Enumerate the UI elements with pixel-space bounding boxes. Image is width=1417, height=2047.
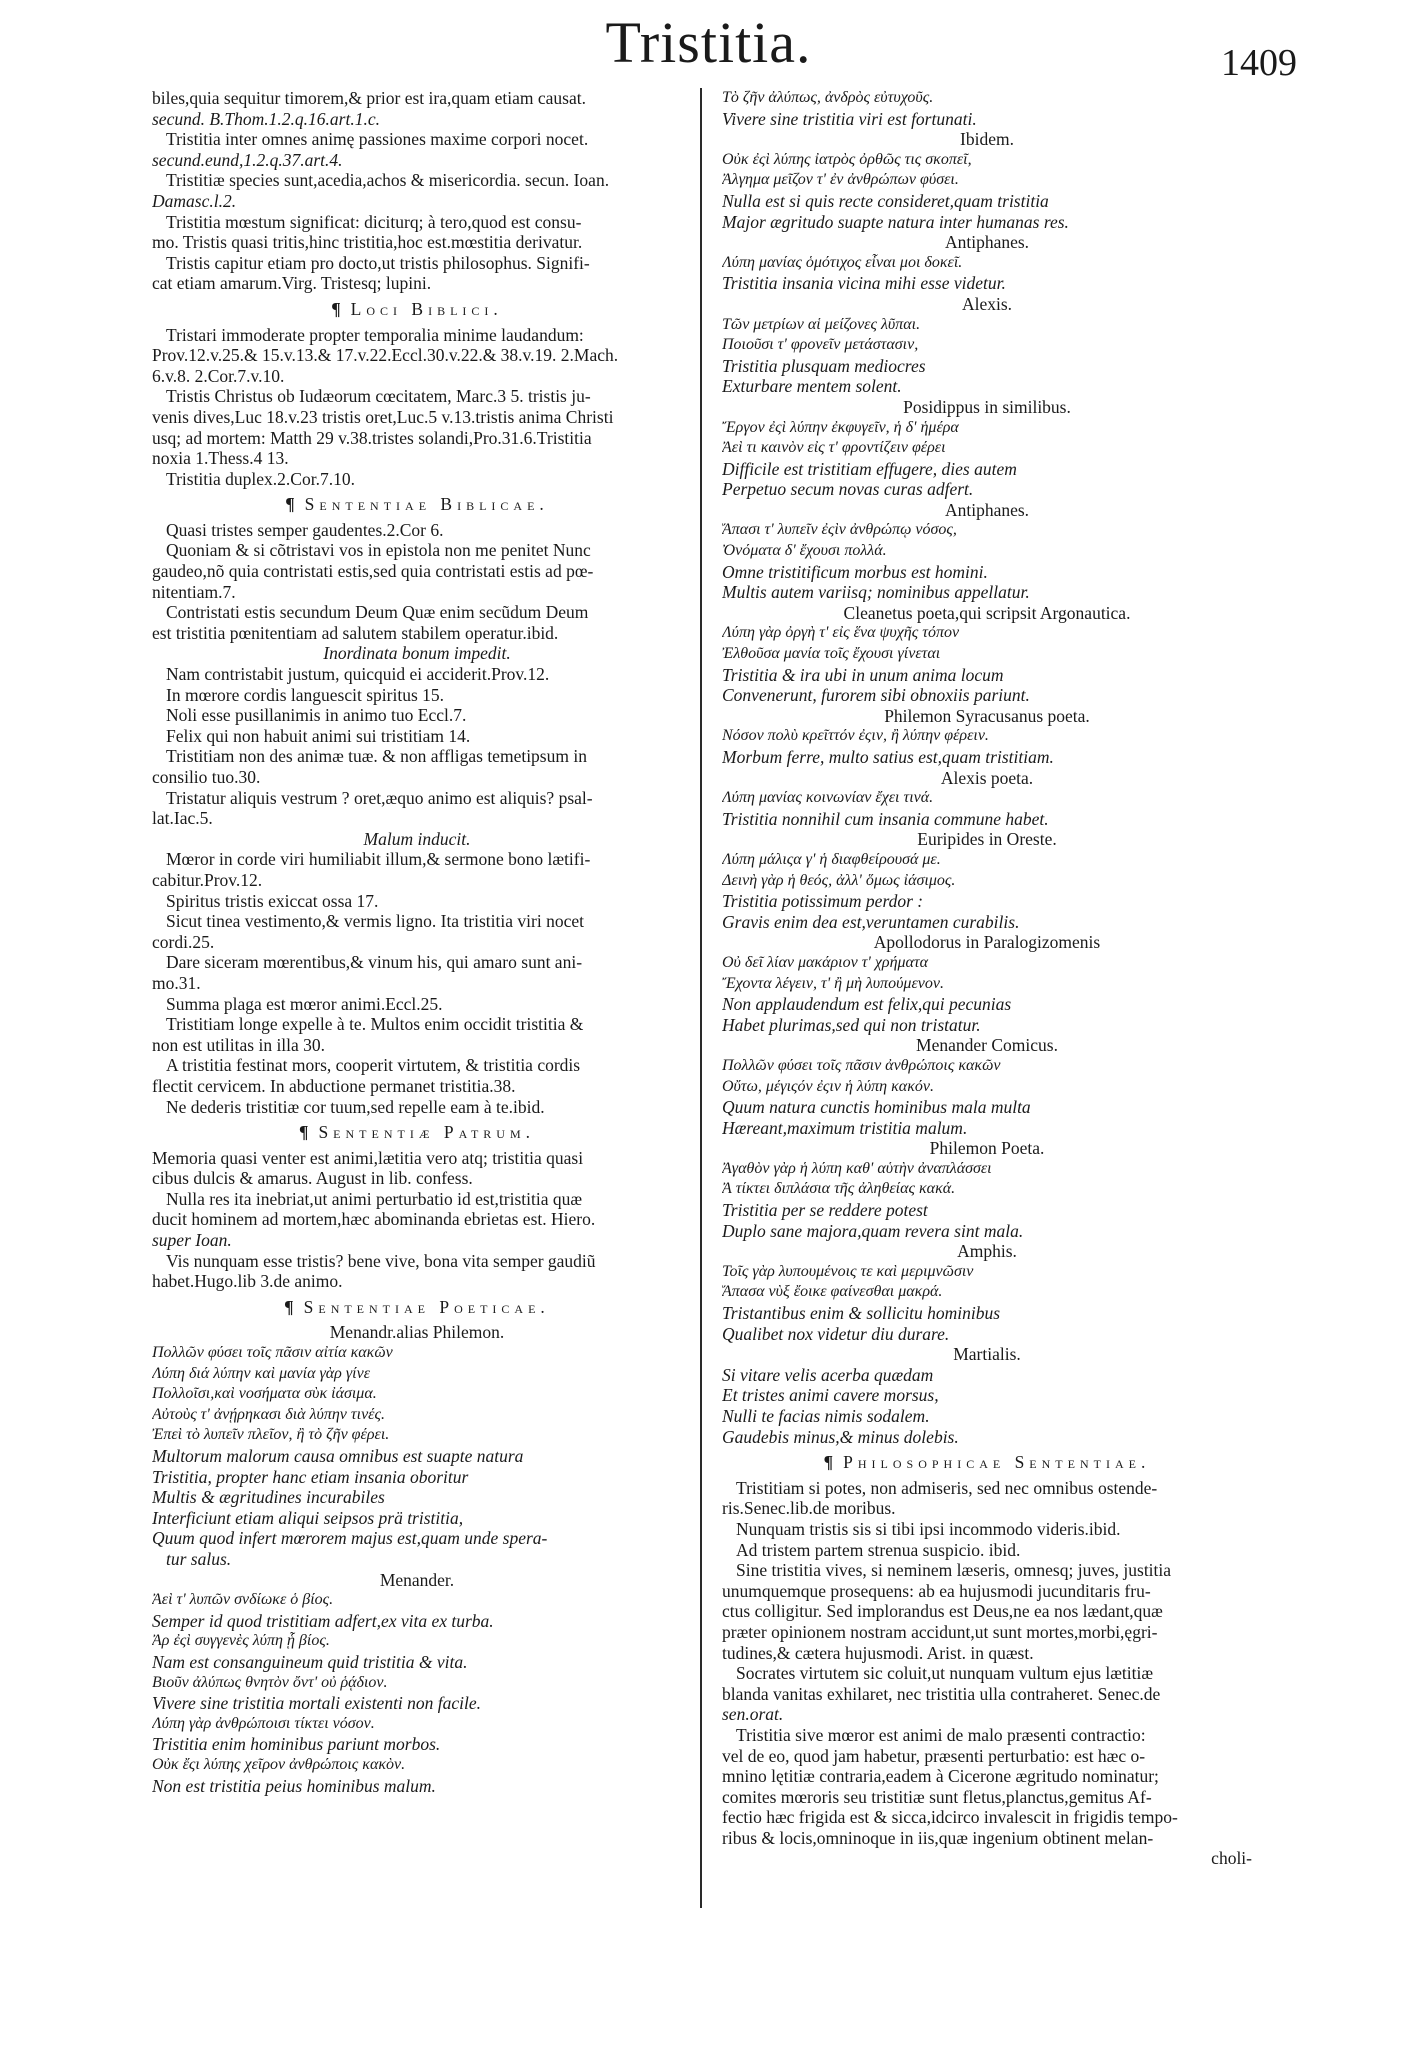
greek-verse-line: Πολλοῖσι,καὶ νοσήματα σὺκ ἰάσιμα.	[152, 1385, 377, 1403]
text-line: cat etiam amarum.Virg. Tristesq; lupini.	[152, 273, 432, 294]
greek-verse-line: Ἅπασι τ' λυπεῖν ἐςὶν ἀνθρώπῳ νόσος,	[722, 521, 957, 539]
greek-verse-line: Οὐ δεῖ λίαν μακάριον τ' χρήματα	[722, 953, 929, 971]
text-line: comites mœroris seu tristitiæ sunt fletus,planctus,gemitus Af-	[722, 1786, 1152, 1807]
greek-verse-line: Λύπη μανίας ὁμότιχος εἶναι μοι δοκεῖ.	[722, 253, 963, 271]
text-line: sen.orat.	[722, 1704, 784, 1725]
greek-verse-line: Λύπη γὰρ ὀργὴ τ' εἰς ἕνα ψυχῆς τόπον	[722, 624, 960, 642]
greek-verse-line: Ἔργον ἐςὶ λύπην ἐκφυγεῖν, ἡ δ' ἡμέρα	[722, 418, 959, 436]
text-line: Tristitia potissimum perdor :	[722, 891, 924, 912]
text-line: Ne dederis tristitiæ cor tuum,sed repelle eam à te.ibid.	[166, 1096, 545, 1117]
section-heading	[152, 1292, 682, 1323]
author-heading: Menander.	[379, 1569, 455, 1590]
pilcrow-icon: ¶	[285, 494, 295, 515]
section-heading-text: Sententiae Biblicae.	[304, 494, 549, 515]
text-line: Quum natura cunctis hominibus mala multa	[722, 1097, 1031, 1118]
section-heading-text: Philosophicae Sententiae.	[843, 1452, 1151, 1473]
text-line: Vivere sine tristitia viri est fortunati.	[722, 108, 977, 129]
text-line: blanda vanitas exhilaret, nec tristitia ulla contraheret. Senec.de	[722, 1683, 1161, 1704]
text-line: Non est tristitia peius hominibus malum.	[152, 1775, 436, 1796]
text-line: Tristitia & ira ubi in unum anima locum	[722, 664, 1004, 685]
greek-verse-line: Οὐκ ἐςὶ λύπης ἰατρὸς ὀρθῶς τις σκοπεῖ,	[722, 150, 972, 168]
text-line: Mœror in corde viri humiliabit illum,& sermone bono lætifi-	[166, 849, 591, 870]
text-line: Nulla est si quis recte consideret,quam tristitia	[722, 190, 1049, 211]
text-line: Tristitia insania vicina mihi esse videtur.	[722, 273, 1006, 294]
text-line: Habet plurimas,sed qui non tristatur.	[722, 1014, 981, 1035]
greek-verse-line: Πολλῶν φύσει τοῖς πᾶσιν αἰτία κακῶν	[152, 1344, 393, 1362]
text-line: Sine tristitia vives, si neminem læseris, omnesq; juves, justitia	[736, 1560, 1172, 1581]
section-heading-text: Loci Biblici.	[350, 298, 503, 319]
text-line: cabitur.Prov.12.	[152, 869, 263, 890]
text-line: Perpetuo secum novas curas adfert.	[722, 479, 974, 500]
author-heading: Alexis poeta.	[940, 767, 1034, 788]
text-line: Tristitia, propter hanc etiam insania oboritur	[152, 1466, 469, 1487]
greek-verse-line: Λύπη γὰρ ἀνθρώποισι τίκτει νόσον.	[152, 1714, 375, 1732]
catchword: choli-	[1211, 1848, 1252, 1869]
author-heading: Inordinata bonum impedit.	[323, 643, 511, 664]
greek-verse-line: Ἀγαθὸν γὰρ ἡ λύπη καθ' αὑτὴν ἀναπλάσσει	[722, 1159, 992, 1177]
text-line: ctus colligitur. Sed implorandus est Deus,ne ea nos lædant,quæ	[722, 1601, 1163, 1622]
text-line: Vis nunquam esse tristis? bene vive, bona vita semper gaudiũ	[166, 1250, 596, 1271]
text-line: Tristantibus enim & sollicitu hominibus	[722, 1303, 1001, 1324]
text-line: Tristitia per se reddere potest	[722, 1200, 928, 1221]
pilcrow-icon: ¶	[823, 1452, 834, 1473]
text-line: Tristis capitur etiam pro docto,ut tristis philosophus. Signifi-	[166, 252, 590, 273]
text-line: Felix qui non habuit animi sui tristitiam 14.	[166, 725, 471, 746]
pilcrow-icon: ¶	[331, 298, 341, 319]
greek-verse-line: Ἀ τίκτει διπλάσια τῆς ἀληθείας κακά.	[722, 1180, 956, 1198]
text-line: Contristati estis secundum Deum Quæ enim secũdum Deum	[166, 602, 589, 623]
text-line: Morbum ferre, multo satius est,quam tristitiam.	[722, 747, 1054, 767]
greek-verse-line: Ποιοῦσι τ' φρονεῖν μετάστασιν,	[722, 336, 919, 354]
text-line: Tristis Christus ob Iudæorum cœcitatem, Marc.3 5. tristis ju-	[166, 386, 591, 407]
section-heading	[152, 489, 682, 520]
text-line: Tristitia plusquam mediocres	[722, 355, 926, 376]
text-line: Dare siceram mœrentibus,& vinum his, qui amaro sunt ani-	[166, 952, 583, 973]
text-line: super Ioan.	[152, 1230, 232, 1251]
section-heading	[152, 294, 682, 325]
text-line: Multis autem variisq; nominibus appellatur.	[722, 582, 1030, 603]
right-column	[722, 88, 1252, 1869]
text-line: Nunquam tristis sis si tibi ipsi incommodo videris.ibid.	[736, 1518, 1121, 1539]
greek-verse-line: Ἀρ ἐςὶ συγγενὲς λύπη ᾗ βίος.	[152, 1632, 330, 1650]
text-line: ris.Senec.lib.de moribus.	[722, 1498, 896, 1519]
text-line: Si vitare velis acerba quædam	[722, 1364, 934, 1385]
text-line: Multis & ægritudines incurabiles	[152, 1487, 385, 1508]
greek-verse-line: Τῶν μετρίων αἱ μείζονες λῦπαι.	[722, 315, 921, 333]
text-line: Quasi tristes semper gaudentes.2.Cor 6.	[166, 519, 444, 540]
greek-verse-line: Ὀνόματα δ' ἔχουσι πολλά.	[722, 542, 887, 560]
greek-verse-line: Λύπη διά λύπην καὶ μανία γὰρ γίνε	[152, 1364, 371, 1382]
text-line: Gravis enim dea est,veruntamen curabilis.	[722, 911, 1020, 932]
column-divider	[700, 88, 702, 1908]
text-line: In mœrore cordis languescit spiritus 15.	[166, 684, 445, 705]
author-heading: Alexis.	[961, 293, 1013, 314]
text-line: Tristitiam longe expelle à te. Multos enim occidit tristitia &	[166, 1014, 584, 1035]
section-heading	[152, 1117, 682, 1148]
author-heading: Amphis.	[957, 1241, 1017, 1262]
text-line: Tristitia inter omnes animę passiones maxime corpori nocet.	[166, 129, 589, 150]
text-line: Nulla res ita inebriat,ut animi perturbatio id est,tristitia quæ	[166, 1188, 583, 1209]
text-line: Tristitiam si potes, non admiseris, sed nec omnibus ostende-	[736, 1477, 1158, 1498]
text-line: secund.eund,1.2.q.37.art.4.	[152, 149, 343, 170]
text-line: Tristitia duplex.2.Cor.7.10.	[166, 468, 355, 489]
text-line: Convenerunt, furorem sibi obnoxiis pariunt.	[722, 685, 1030, 706]
greek-verse-line: Ἀεὶ τ' λυπῶν σνδίωκε ὁ βίος.	[152, 1591, 334, 1609]
author-heading: Martialis.	[953, 1344, 1021, 1365]
author-heading: Ibidem.	[960, 129, 1014, 150]
greek-verse-line: Δεινὴ γὰρ ἡ θεός, ἀλλ' ὅμως ἰάσιμος.	[722, 871, 956, 889]
text-line: Tristitia enim hominibus pariunt morbos.	[152, 1734, 441, 1755]
author-heading: Antiphanes.	[944, 499, 1030, 520]
greek-verse-line: Πολλῶν φύσει τοῖς πᾶσιν ἀνθρώποις κακῶν	[722, 1056, 1001, 1074]
author-heading: Posidippus in similibus.	[903, 396, 1071, 417]
text-line: Tristitiæ species sunt,acedia,achos & misericordia. secun. Ioan.	[166, 170, 610, 191]
text-line: Damasc.l.2.	[152, 190, 237, 211]
text-line: Sicut tinea vestimento,& vermis ligno. Ita tristitia viri nocet	[166, 911, 584, 932]
text-line: Omne tristitificum morbus est homini.	[722, 561, 988, 582]
greek-verse-line: Βιοῦν ἀλύπως θνητὸν ὄντ' οὐ ῥᾴδιον.	[152, 1673, 388, 1691]
text-line: Duplo sane majora,quam revera sint mala.	[722, 1220, 1024, 1241]
author-heading: Euripides in Oreste.	[917, 829, 1057, 850]
text-line: ducit hominem ad mortem,hæc abominanda ebrietas est. Hiero.	[152, 1209, 596, 1230]
text-line: gaudeo,nõ quia contristati estis,sed quia contristati estis ad pœ-	[152, 561, 594, 582]
text-line: unumquemque prosequens: ab ea hujusmodi jucunditaris fru-	[722, 1580, 1151, 1601]
greek-verse-line: Τὸ ζῆν ἀλύπως, ἀνδρὸς εὐτυχοῦς.	[722, 89, 934, 106]
page-number: 1409	[1221, 42, 1297, 84]
author-heading: Philemon Syracusanus poeta.	[884, 705, 1090, 726]
greek-verse-line: Ἀεὶ τι καινὸν εἰς τ' φροντίζειν φέρει	[722, 439, 946, 457]
text-line: Quoniam & si cõtristavi vos in epistola non me penitet Nunc	[166, 540, 591, 561]
text-line: cordi.25.	[152, 931, 215, 952]
text-line: Summa plaga est mœror animi.Eccl.25.	[166, 993, 443, 1014]
text-line: Tristari immoderate propter temporalia minime laudandum:	[166, 324, 584, 345]
text-line: Non applaudendum est felix,qui pecunias	[722, 994, 1012, 1015]
text-line: A tristitia festinat mors, cooperit virtutem, & tristitia cordis	[166, 1055, 581, 1076]
text-line: Major ægritudo suapte natura inter humanas res.	[722, 211, 1069, 232]
text-line: Difficile est tristitiam effugere, dies autem	[722, 458, 1017, 479]
text-line: tur salus.	[166, 1548, 232, 1569]
text-line: vel de eo, quod jam habetur, præsenti perturbatio: est hæc o-	[722, 1745, 1146, 1766]
text-line: Ad tristem partem strenua suspicio. ibid.	[736, 1539, 1021, 1560]
greek-verse-line: Ἐπεὶ τὸ λυπεῖν πλεῖον, ἢ τὸ ζῆν φέρει.	[152, 1426, 390, 1444]
text-line: biles,quia sequitur timorem,& prior est ira,quam etiam causat.	[152, 88, 586, 108]
text-line: Socrates virtutem sic coluit,ut nunquam vultum ejus lætitiæ	[736, 1663, 1154, 1684]
greek-verse-line: Λύπη μανίας κοινωνίαν ἔχει τινά.	[722, 789, 934, 807]
text-line: secund. B.Thom.1.2.q.16.art.1.c.	[152, 108, 380, 129]
text-line: Tristatur aliquis vestrum ? oret,æquo animo est aliquis? psal-	[166, 787, 593, 808]
greek-verse-line: Νόσον πολὺ κρεῖττόν ἐςιν, ἢ λύπην φέρειν.	[722, 727, 989, 745]
author-heading: Menandr.alias Philemon.	[329, 1322, 505, 1343]
text-line: Qualibet nox videtur diu durare.	[722, 1323, 950, 1344]
greek-verse-line: Λύπη μάλιςα γ' ἡ διαφθείρουσά με.	[722, 850, 941, 868]
text-line: Exturbare mentem solent.	[722, 376, 902, 397]
text-line: cibus dulcis & amarus. August in lib. confess.	[152, 1168, 473, 1189]
author-heading: Apollodorus in Paralogizomenis	[873, 932, 1101, 953]
text-line: consilio tuo.30.	[152, 767, 261, 787]
greek-verse-line: Οὐκ ἔςι λύπης χεῖρον ἀνθρώποις κακὸν.	[152, 1755, 406, 1773]
greek-verse-line: Οὔτω, μέγιςόν ἐςιν ἡ λύπη κακόν.	[722, 1077, 934, 1095]
author-heading: Antiphanes.	[944, 232, 1030, 253]
text-line: Tristitia mœstum significat: diciturq; à tero,quod est consu-	[166, 211, 582, 232]
text-line: nitentiam.7.	[152, 581, 236, 602]
pilcrow-icon: ¶	[284, 1296, 294, 1317]
section-heading	[722, 1447, 1252, 1478]
text-line: Interficiunt etiam aliqui seipsos prä tristitia,	[152, 1507, 464, 1528]
section-heading-text: Sententiae Poeticae.	[303, 1296, 550, 1317]
text-line: Gaudebis minus,& minus dolebis.	[722, 1426, 959, 1447]
section-heading-text: Sententiæ Patrum.	[318, 1122, 535, 1143]
text-line: tudines,& cætera hujusmodi. Arist. in quæst.	[722, 1642, 1034, 1663]
text-line: Tristitia sive mœror est animi de malo præsenti contractio:	[736, 1724, 1146, 1745]
text-line: Et tristes animi cavere morsus,	[722, 1385, 939, 1406]
text-line: Nulli te facias nimis sodalem.	[722, 1406, 930, 1426]
pilcrow-icon: ¶	[299, 1122, 309, 1143]
text-line: Tristitiam non des animæ tuæ. & non affligas temetipsum in	[166, 746, 587, 767]
text-line: Multorum malorum causa omnibus est suapte natura	[152, 1446, 524, 1466]
text-line: lat.Iac.5.	[152, 808, 213, 829]
author-heading: Cleanetus poeta,qui scripsit Argonautica.	[843, 602, 1131, 623]
text-line: mnino lętitiæ contraria,eadem à Cicerone ægritudo nominatur;	[722, 1766, 1159, 1787]
text-line: ribus & locis,omninoque in iis,quæ ingenium obtinent melan-	[722, 1827, 1154, 1848]
text-line: Hæreant,maximum tristitia malum.	[722, 1117, 968, 1138]
text-line: 6.v.8. 2.Cor.7.v.10.	[152, 365, 285, 386]
text-line: flectit cervicem. In abductione permanet tristitia.38.	[152, 1075, 516, 1096]
greek-verse-line: Ἔχοντα λέγειν, τ' ἢ μὴ λυπούμενον.	[722, 974, 944, 992]
text-line: Nam contristabit justum, quicquid ei acciderit.Prov.12.	[166, 664, 550, 685]
text-line: usq; ad mortem: Matth 29 v.38.tristes solandi,Pro.31.6.Tristitia	[152, 427, 592, 448]
text-line: mo.31.	[152, 972, 201, 993]
greek-verse-line: Τοῖς γὰρ λυπουμένοις τε καὶ μεριμνῶσιν	[722, 1262, 974, 1280]
author-heading: Menander Comicus.	[916, 1035, 1058, 1056]
text-line: mo. Tristis quasi tritis,hinc tristitia,hoc est.mœstitia derivatur.	[152, 232, 583, 253]
text-line: Noli esse pusillanimis in animo tuo Eccl.7.	[166, 705, 467, 726]
text-line: Memoria quasi venter est animi,lætitia vero atq; tristitia quasi	[152, 1147, 584, 1168]
greek-verse-line: Ἅπασα νὺξ ἔοικε φαίνεσθαι μακρά.	[722, 1283, 943, 1301]
text-line: præter opinionem nostram accidunt,ut sunt mortes,morbi,ęgri-	[722, 1621, 1158, 1642]
text-line: Vivere sine tristitia mortali existenti non facile.	[152, 1693, 482, 1714]
text-line: Prov.12.v.25.& 15.v.13.& 17.v.22.Eccl.30.v.22.& 38.v.19. 2.Mach.	[152, 345, 619, 366]
text-line: non est utilitas in illa 30.	[152, 1034, 326, 1055]
greek-verse-line: Ἐλθοῦσα μανία τοῖς ἔχουσι γίνεται	[722, 645, 941, 663]
text-line: Spiritus tristis exiccat ossa 17.	[166, 890, 379, 911]
text-line: est tristitia pœnitentiam ad salutem stabilem operatur.ibid.	[152, 622, 559, 643]
author-heading: Philemon Poeta.	[929, 1138, 1045, 1159]
greek-verse-line: Ἀλγημα μεῖζον τ' ἐν ἀνθρώπων φύσει.	[722, 171, 959, 189]
author-heading: Malum inducit.	[363, 828, 471, 849]
text-line: venis dives,Luc 18.v.23 tristis oret,Luc.5 v.13.tristis anima Christi	[152, 406, 614, 427]
left-column	[152, 88, 682, 1796]
page-title: Tristitia.	[605, 10, 812, 75]
text-line: habet.Hugo.lib 3.de animo.	[152, 1271, 343, 1292]
text-line: Nam est consanguineum quid tristitia & vita.	[152, 1651, 468, 1672]
greek-verse-line: Αὐτοὺς τ' ἀνῄρηκασι διὰ λύπην τινές.	[152, 1405, 385, 1423]
text-line: Quum quod infert mœrorem majus est,quam unde spera-	[152, 1528, 548, 1549]
text-line: Tristitia nonnihil cum insania commune habet.	[722, 808, 1049, 829]
text-line: Semper id quod tristitiam adfert,ex vita ex turba.	[152, 1610, 494, 1631]
text-line: fectio hæc frigida est & sicca,idcirco invalescit in frigidis tempo-	[722, 1807, 1178, 1828]
text-line: noxia 1.Thess.4 13.	[152, 448, 289, 469]
